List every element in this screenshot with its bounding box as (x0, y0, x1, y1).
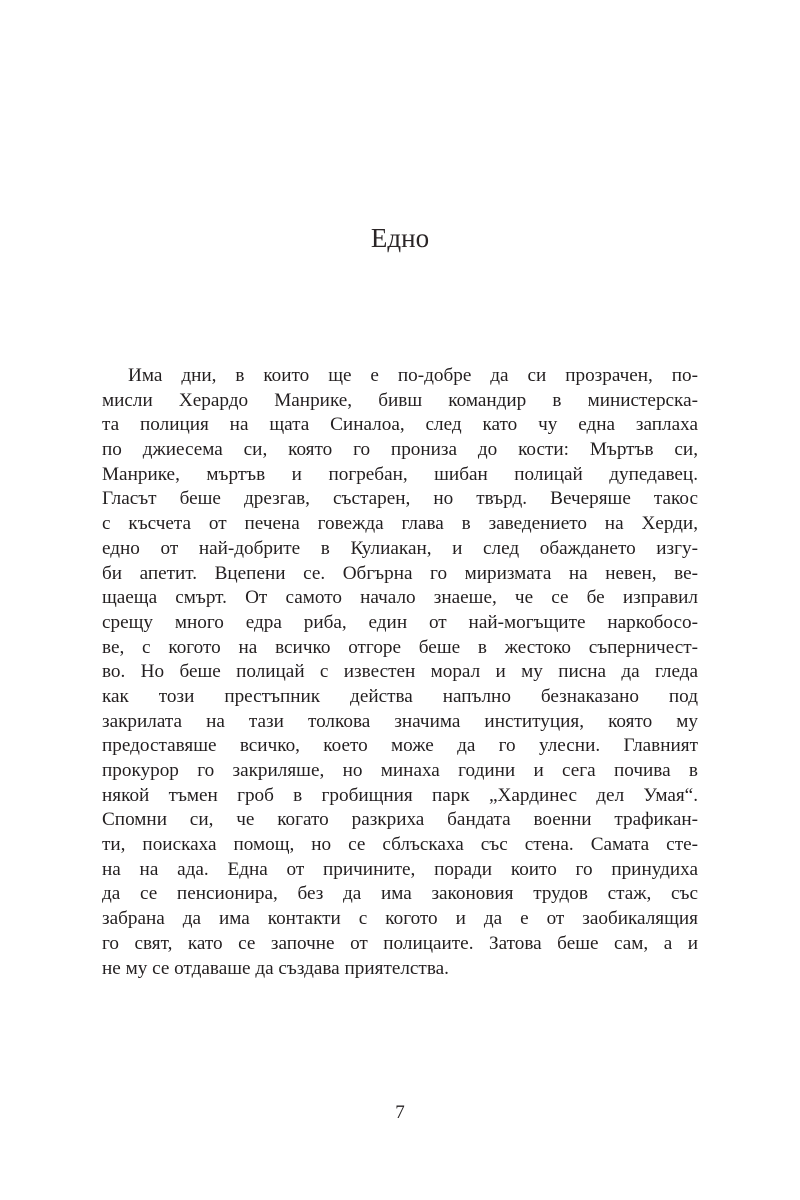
text-line: забрана да има контакти с когото и да е от заобикалящия (102, 908, 698, 930)
text-line: во. Но беше полицай с известен морал и му писна да гледа (102, 661, 698, 683)
body-paragraph (102, 364, 698, 981)
text-line: Има дни, в които ще е по-добре да си прозрачен, по- (128, 365, 698, 386)
text-line: ти, поискаха помощ, но се сблъскаха със стена. Самата сте- (102, 834, 698, 856)
text-line: щаеща смърт. От самото начало знаеше, че се бе изправил (102, 587, 698, 609)
text-line: с късчета от печена говежда глава в заведението на Херди, (102, 513, 698, 535)
text-line: Манрике, мъртъв и погребан, шибан полицай дупедавец. (102, 463, 698, 485)
text-line: прокурор го закриляше, но минаха години и сега почива в (102, 760, 698, 781)
chapter-title: Едно (370, 223, 430, 253)
text-line: едно от най-добрите в Кулиакан, и след обаждането изгу- (102, 537, 698, 559)
text-line: би апетит. Вцепени се. Обгърна го миризмата на невен, ве- (102, 562, 698, 584)
text-line: по джиесема си, която го прониза до кости: Мъртъв си, (102, 439, 698, 461)
text-line: та полиция на щата Синалоа, след като чу една заплаха (102, 414, 698, 436)
page-number: 7 (395, 1102, 405, 1123)
text-line: срещу много едра риба, един от най-могъщите наркобосо- (102, 611, 698, 633)
text-line: не му се отдаваше да създава приятелства. (102, 957, 449, 979)
text-line: някой тъмен гроб в гробищния парк „Хардинес дел Умая“. (102, 784, 698, 806)
text-line: го свят, като се започне от полицаите. Затова беше сам, а и (102, 932, 698, 954)
text-line: закрилата на тази толкова значима институция, която му (102, 710, 698, 732)
text-line: да се пенсионира, без да има законовия трудов стаж, със (102, 883, 698, 905)
text-line: Гласът беше дрезгав, състарен, но твърд. Вечеряше такос (102, 488, 698, 510)
text-line: на на ада. Една от причините, поради които го принудиха (102, 858, 698, 880)
text-line: ве, с когото на всичко отгоре беше в жестоко съперничест- (102, 636, 698, 658)
text-line: мисли Херардо Манрике, бивш командир в министерска- (102, 389, 698, 411)
text-line: Спомни си, че когато разкриха бандата военни трафикан- (102, 809, 698, 831)
text-line: как този престъпник действа напълно безнаказано под (102, 685, 698, 707)
text-line: предоставяше всичко, което може да го улесни. Главният (102, 735, 698, 757)
